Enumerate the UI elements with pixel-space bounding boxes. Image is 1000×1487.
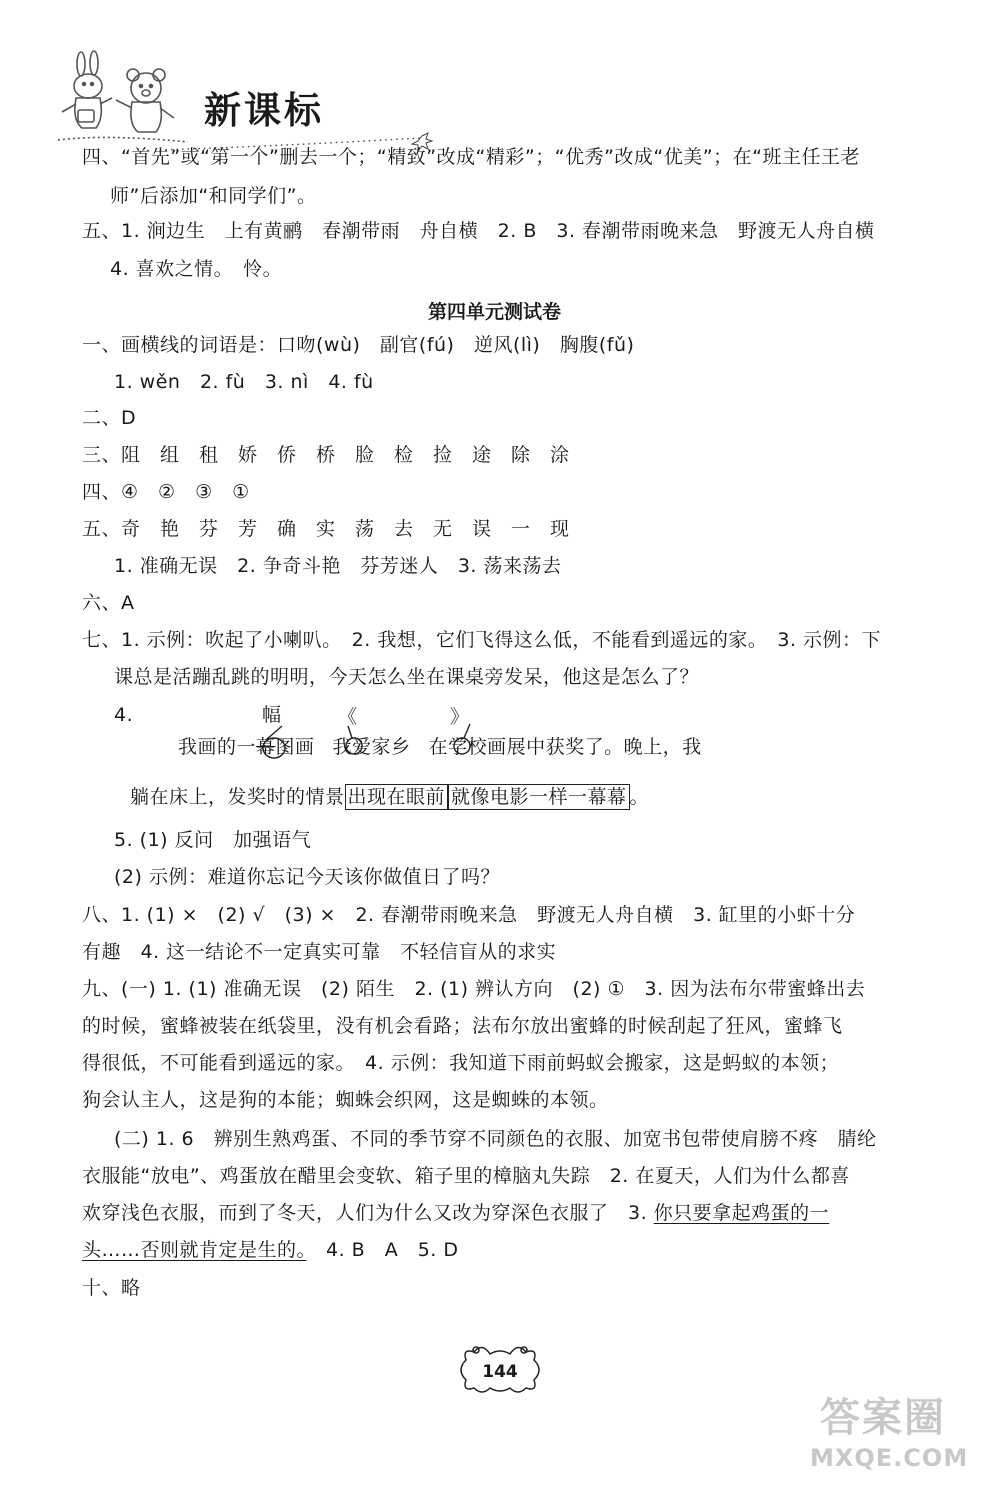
prev-q4-line2: 师”后添加“和同学们”。 xyxy=(110,185,317,207)
q5-line1: 五、奇 艳 芬 芳 确 实 荡 去 无 误 一 现 xyxy=(82,518,570,540)
q7-line2: 课总是活蹦乱跳的明明，今天怎么坐在课桌旁发呆，他这是怎么了？ xyxy=(114,666,700,688)
q9-2-line2: 衣服能“放电”、鸡蛋放在醋里会变软、箱子里的樟脑丸失踪 2. 在夏天，人们为什么都喜 xyxy=(82,1165,850,1187)
q7-5-line2: (2) 示例：难道你忘记今天该你做值日了吗？ xyxy=(114,866,500,888)
q6-answer: 六、A xyxy=(82,592,135,614)
watermark: 答案圈 MXQE.COM xyxy=(810,1395,969,1472)
prev-q5-line1: 五、1. 涧边生 上有黄鹂 春潮带雨 舟自横 2. B 3. 春潮带雨晚来急 野渡无人舟自横 xyxy=(82,220,875,242)
book-series-title: 新课标 xyxy=(204,88,324,132)
inserted-word-fu: 幅 xyxy=(262,704,282,726)
q7-line1: 七、1. 示例：吹起了小喇叭。 2. 我想，它们飞得这么低，不能看到遥远的家。 3. 示例：下 xyxy=(82,629,882,651)
q1-line1: 一、画横线的词语是：口吻(wù) 副官(fú) 逆风(lì) 胸腹(fǔ) xyxy=(82,334,635,356)
q9-1-line2: 的时候，蜜蜂被装在纸袋里，没有机会看路；法布尔放出蜜蜂的时候刮起了狂风，蜜蜂飞 xyxy=(82,1015,843,1037)
q9-2-line4: 头……否则就肯定是生的。 4. B A 5. D xyxy=(82,1239,459,1261)
q7-5-line1: 5. (1) 反问 加强语气 xyxy=(114,829,312,851)
q2-answer: 二、D xyxy=(82,407,137,429)
section-title: 第四单元测试卷 xyxy=(428,301,562,323)
q3-answer: 三、阻 组 租 娇 侨 桥 脸 检 捡 途 除 涂 xyxy=(82,444,570,466)
q9-2-line1: (二) 1. 6 辨别生熟鸡蛋、不同的季节穿不同颜色的衣服、加宽书包带使肩膀不疼 腈纶 xyxy=(114,1128,877,1150)
q8-line1: 八、1. (1) × (2) √ (3) × 2. 春潮带雨晚来急 野渡无人舟自横 3. 缸里的小虾十分 xyxy=(82,904,856,926)
inserted-right-quote: 》 xyxy=(450,706,470,728)
q4-answer: 四、④ ② ③ ① xyxy=(82,481,250,503)
q7-4-sentence-line2: 躺在床上，发奖时的情景 出现在眼前 就像电影一样一幕幕 。 xyxy=(130,786,650,808)
q1-line2: 1. wěn 2. fù 3. nì 4. fù xyxy=(114,371,374,393)
q7-4-sentence-line1: 我画的一幕图画 我爱家乡 在学校画展中获奖了。晚上，我 xyxy=(178,736,702,758)
q9-1-line1: 九、(一) 1. (1) 准确无误 (2) 陌生 2. (1) 辨认方向 (2) ① 3. 因为法布尔带蜜蜂出去 xyxy=(82,978,866,1000)
q9-1-line4: 狗会认主人，这是狗的本能；蜘蛛会织网，这是蜘蛛的本领。 xyxy=(82,1089,609,1111)
prev-q5-line2: 4. 喜欢之情。 怜。 xyxy=(110,258,283,280)
swapped-phrase-2: 就像电影一样一幕幕 xyxy=(448,784,630,810)
q9-1-line3: 得很低，不可能看到遥远的家。 4. 示例：我知道下雨前蚂蚁会搬家，这是蚂蚁的本领； xyxy=(82,1052,840,1074)
swapped-phrase-1: 出现在眼前 xyxy=(345,784,449,810)
q10-answer: 十、略 xyxy=(82,1277,141,1299)
page-number: 144 xyxy=(452,1338,548,1398)
q9-2-line3: 欢穿浅色衣服，而到了冬天，人们为什么又改为穿深色衣服了 3. 你只要拿起鸡蛋的一 xyxy=(82,1202,830,1224)
prev-q4-line1: 四、“首先”或“第一个”删去一个；“精致”改成“精彩”；“优秀”改成“优美”；在“班主任王老 xyxy=(82,146,860,168)
q8-line2: 有趣 4. 这一结论不一定真实可靠 不轻信盲从的求实 xyxy=(82,941,557,963)
q5-line2: 1. 准确无误 2. 争奇斗艳 芬芳迷人 3. 荡来荡去 xyxy=(114,555,562,577)
inserted-left-quote: 《 xyxy=(338,706,358,728)
q7-4-number: 4. xyxy=(114,704,134,726)
